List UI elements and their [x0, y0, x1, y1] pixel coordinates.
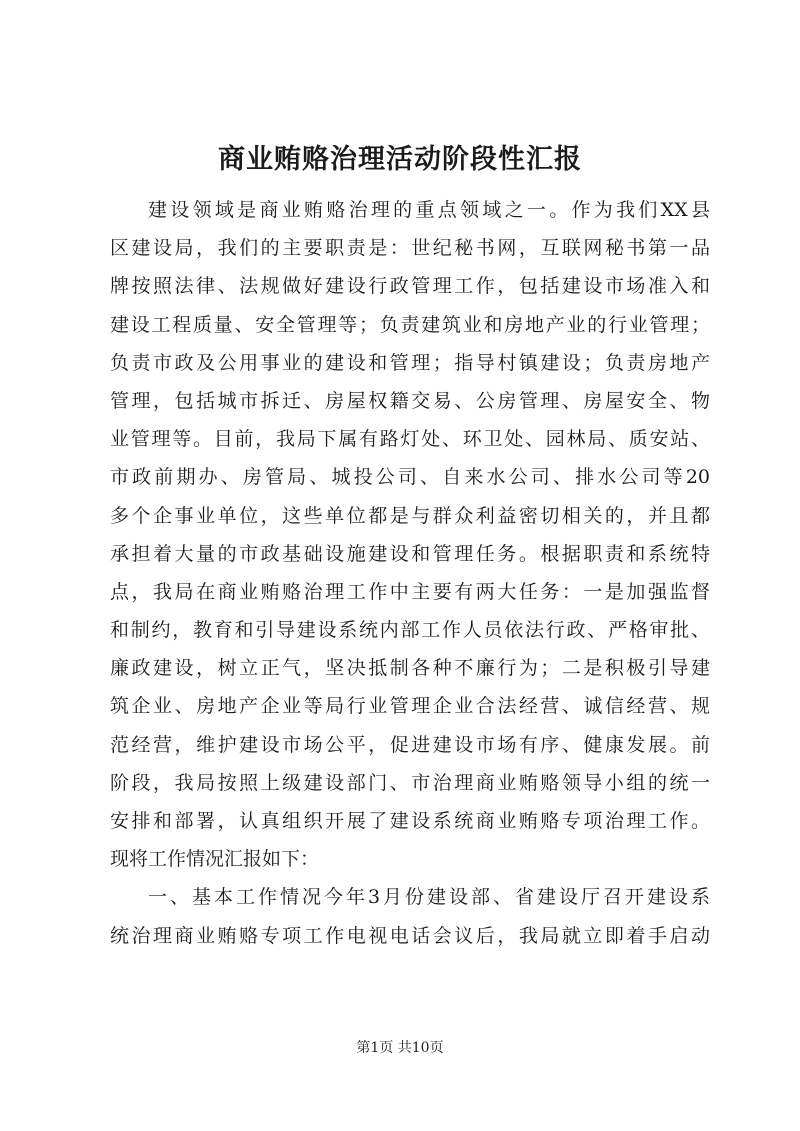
paragraph-line: 统治理商业贿赂专项工作电视电话会议后，我局就立即着手启动 — [110, 924, 710, 947]
paragraph-line: 安排和部署，认真组织开展了建设系统商业贿赂专项治理工作。 — [110, 810, 710, 832]
document-title: 商业贿赂治理活动阶段性汇报 — [218, 144, 582, 175]
paragraph-line: 牌按照法律、法规做好建设行政管理工作，包括建设市场准入和 — [110, 275, 710, 298]
paragraph-line: 多个企事业单位，这些单位都是与群众利益密切相关的，并且都 — [110, 504, 710, 527]
paragraph-line: 和制约，教育和引导建设系统内部工作人员依法行政、严格审批、 — [110, 619, 710, 642]
page-number-footer: 第1页 共10页 — [356, 1040, 444, 1056]
paragraph-line: 点，我局在商业贿赂治理工作中主要有两大任务：一是加强监督 — [110, 580, 710, 603]
paragraph-line: 区建设局，我们的主要职责是：世纪秘书网，互联网秘书第一品 — [110, 237, 710, 260]
paragraph-line: 建设工程质量、安全管理等；负责建筑业和房地产业的行业管理； — [110, 313, 710, 336]
paragraph-line: 业管理等。目前，我局下属有路灯处、环卫处、园林局、质安站、 — [110, 428, 710, 451]
paragraph-line: 负责市政及公用事业的建设和管理；指导村镇建设；负责房地产 — [110, 351, 710, 374]
document-body — [110, 191, 710, 955]
paragraph-line: 一、基本工作情况今年3月份建设部、省建设厅召开建设系 — [148, 886, 710, 909]
paragraph-line: 阶段，我局按照上级建设部门、市治理商业贿赂领导小组的统一 — [110, 771, 710, 794]
paragraph-line: 管理，包括城市拆迁、房屋权籍交易、公房管理、房屋安全、物 — [110, 389, 710, 412]
paragraph-line: 现将工作情况汇报如下： — [110, 848, 320, 871]
paragraph-line: 建设领域是商业贿赂治理的重点领域之一。作为我们XX县 — [148, 199, 710, 221]
paragraph-line: 筑企业、房地产企业等局行业管理企业合法经营、诚信经营、规 — [110, 695, 710, 718]
paragraph-line: 承担着大量的市政基础设施建设和管理任务。根据职责和系统特 — [110, 542, 710, 565]
paragraph-line: 范经营，维护建设市场公平，促进建设市场有序、健康发展。前 — [110, 733, 710, 756]
paragraph-line: 市政前期办、房管局、城投公司、自来水公司、排水公司等20 — [110, 466, 710, 489]
paragraph-line: 廉政建设，树立正气，坚决抵制各种不廉行为；二是积极引导建 — [110, 657, 710, 680]
